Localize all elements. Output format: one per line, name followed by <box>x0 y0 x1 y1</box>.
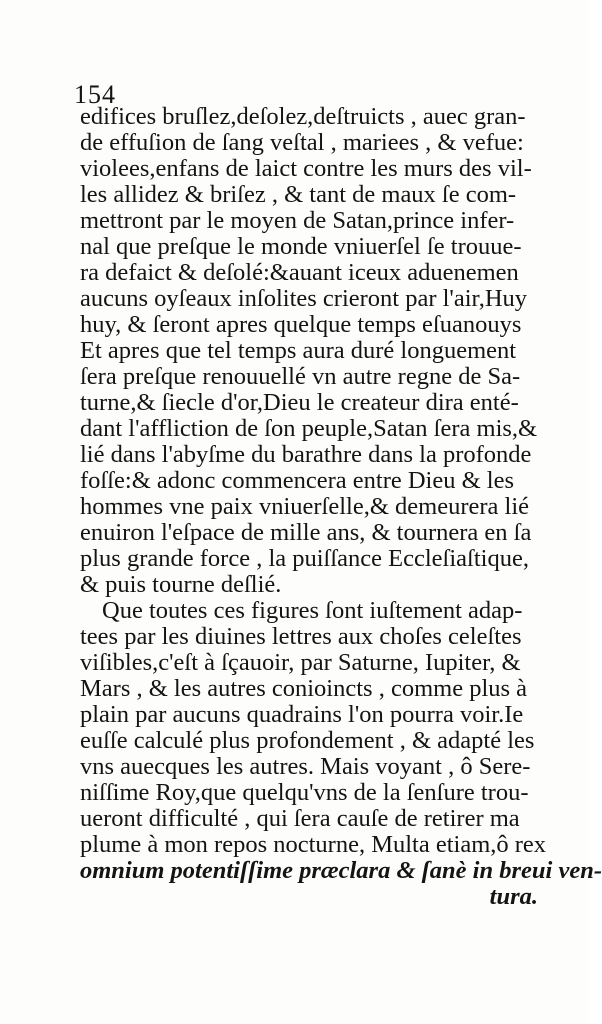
text-line: ra defaict & deſolé:&auant iceux aduenemen <box>80 259 519 286</box>
text-line: turne,& ſiecle d'or,Dieu le createur dira enté- <box>80 389 519 416</box>
text-line: lié dans l'abyſme du barathre dans la profonde <box>80 441 532 468</box>
text-line: plume à mon repos nocturne, Multa etiam,ô rex <box>80 831 547 858</box>
text-line: vns auecques les autres. Mais voyant , ô Sere- <box>80 753 531 780</box>
text-line: huy, & ſeront apres quelque temps eſuanouys <box>80 311 522 338</box>
paragraph-start-line: Que toutes ces figures ſont iuſtement adap- <box>102 597 523 624</box>
text-line: tees par les diuines lettres aux choſes celeſtes <box>80 623 522 650</box>
text-line: enuiron l'eſpace de mille ans, & tournera en ſa <box>80 519 532 546</box>
text-line: plain par aucuns quadrains l'on pourra voir.Ie <box>80 701 524 728</box>
text-line: dant l'affliction de ſon peuple,Satan ſera mis,& <box>80 415 538 442</box>
text-line: edifices bruſlez,deſolez,deſtruicts , auec gran- <box>80 103 526 130</box>
text-line: ſera preſque renouuellé vn autre regne de Sa- <box>80 363 521 390</box>
text-line: nal que preſque le monde vniuerſel ſe trouue- <box>80 233 522 260</box>
text-line: foſſe:& adonc commencera entre Dieu & les <box>80 467 515 494</box>
latin-text-line-end: tura. <box>489 883 538 910</box>
text-line: Mars , & les autres conioincts , comme plus à <box>80 675 528 702</box>
text-line: violees,enfans de laict contre les murs des vil- <box>80 155 532 182</box>
text-line: & puis tourne deſlié. <box>80 571 282 598</box>
text-line: les allidez & briſez , & tant de maux ſe com- <box>80 181 517 208</box>
text-line: aucuns oyſeaux inſolites crieront par l'air,Huy <box>80 285 528 312</box>
text-line: hommes vne paix vniuerſelle,& demeurera lié <box>80 493 530 520</box>
text-line: Et apres que tel temps aura duré longuement <box>80 337 517 364</box>
text-line: niſſime Roy,que quelqu'vns de la ſenſure trou- <box>80 779 529 806</box>
text-block <box>80 103 602 910</box>
latin-text-line: omnium potentiſſime præclara & ſanè in breui ven- <box>80 857 602 884</box>
text-line: de effuſion de ſang veſtal , mariees , & vefue: <box>80 129 524 156</box>
text-line: mettront par le moyen de Satan,prince infer- <box>80 207 515 234</box>
page-number: 154 <box>74 80 116 109</box>
text-line: viſibles,c'eſt à ſçauoir, par Saturne, Iupiter, & <box>80 649 521 676</box>
text-line: euſſe calculé plus profondement , & adapté les <box>80 727 535 754</box>
text-line: ueront difficulté , qui ſera cauſe de retirer ma <box>80 805 520 832</box>
text-line: plus grande force , la puiſſance Eccleſiaſtique, <box>80 545 529 572</box>
